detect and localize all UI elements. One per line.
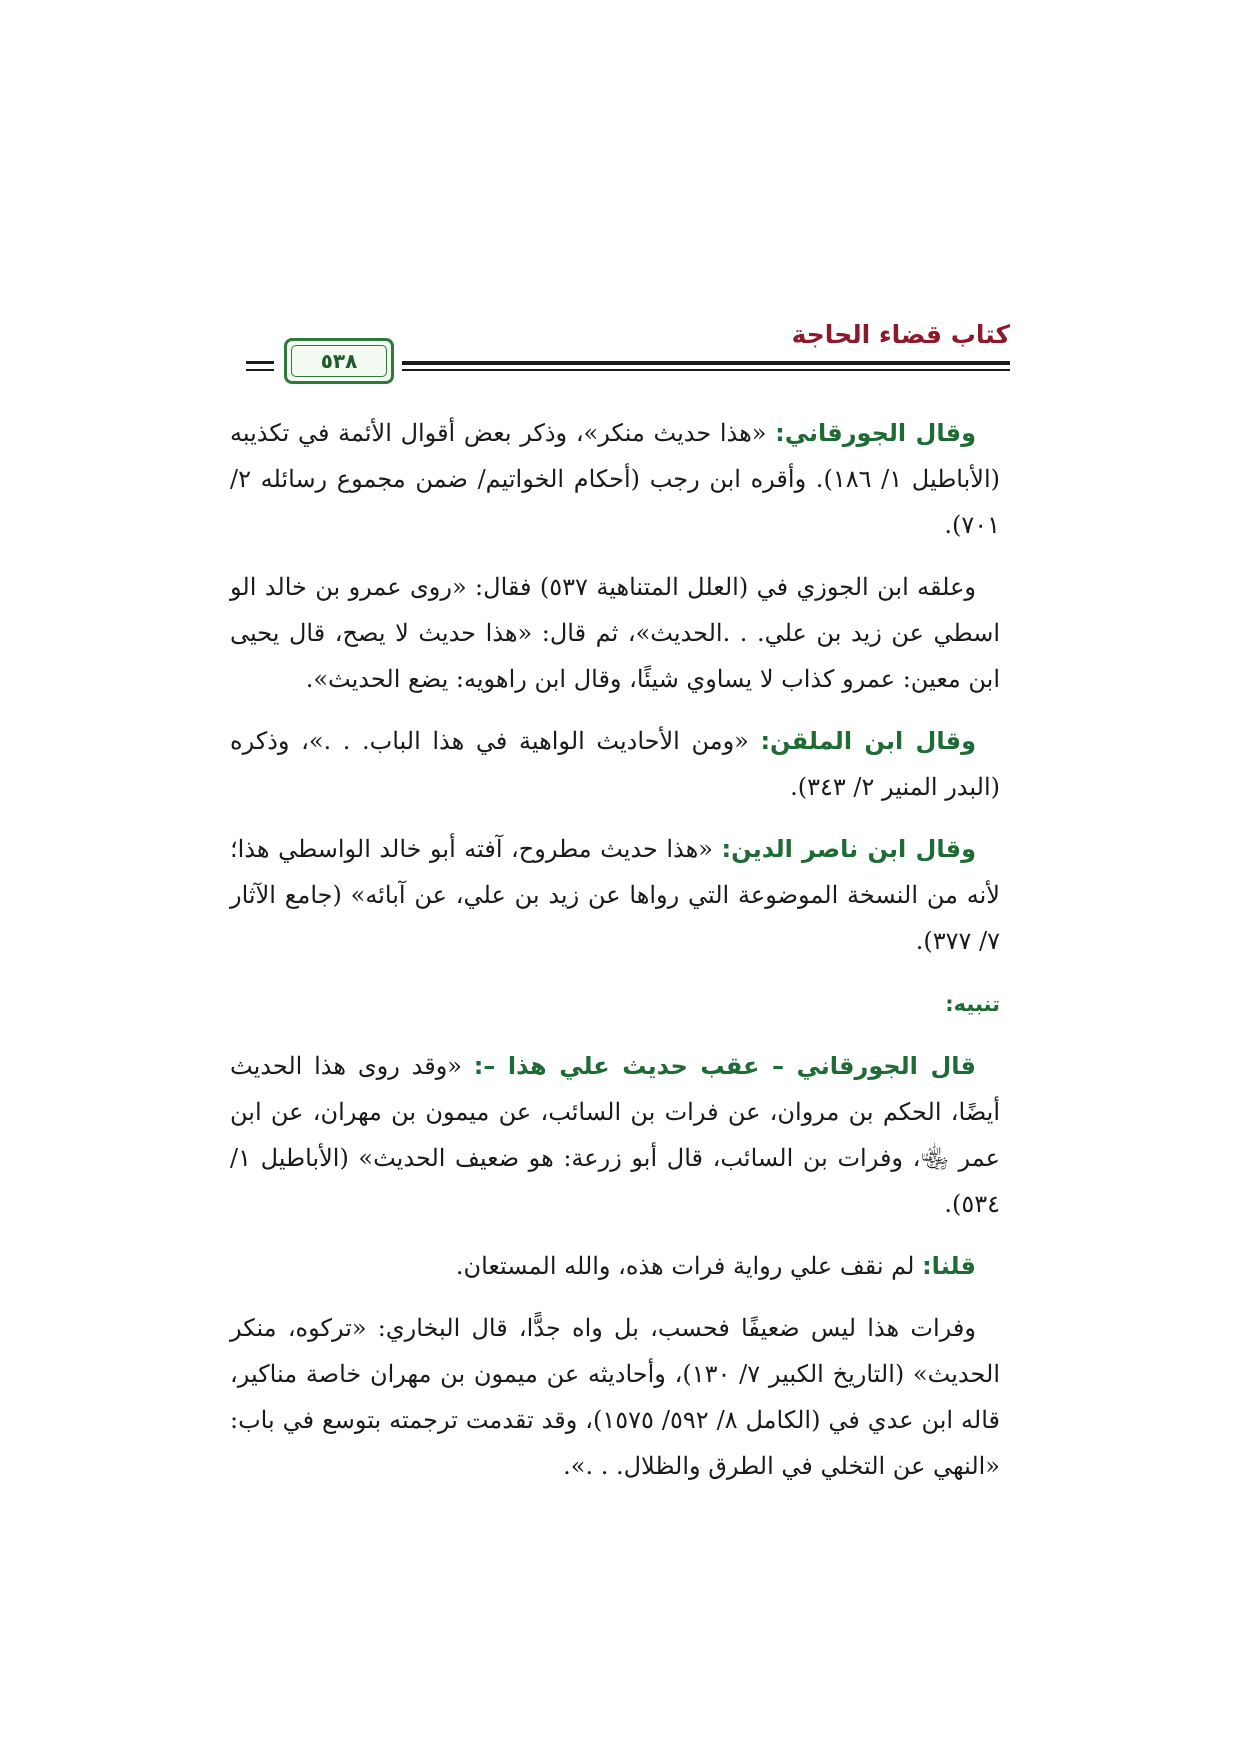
paragraph-text: «وقد روى هذا الحديث أيضًا، الحكم بن مروان، عن فرات بن السائب، عن ميمون بن مهران، عن ابن عمر ﵄، وفرات بن السائب، قال أبو زرعة: هو ضعيف الحديث» (الأباطيل ١/ ٥٣٤). xyxy=(230,1052,1001,1218)
paragraph-label: وقال ابن الملقن: xyxy=(760,727,977,755)
paragraph-text: «هذا حديث مطروح، آفته أبو خالد الواسطي هذا؛ لأنه من النسخة الموضوعة التي رواها عن زيد بن علي، عن آبائه» (جامع الآثار ٧/ ٣٧٧). xyxy=(230,835,1000,955)
paragraph-text: «هذا حديث منكر»، وذكر بعض أقوال الأئمة في تكذيبه (الأباطيل ١/ ١٨٦). وأقره ابن رجب (أحكام الخواتيم/ ضمن مجموع رسائله ٢/ ٧٠١). xyxy=(230,419,1001,539)
paragraph-label: وقال ابن ناصر الدين: xyxy=(721,835,976,863)
paragraph-text: وفرات هذا ليس ضعيفًا فحسب، بل واه جدًّا، قال البخاري: «تركوه، منكر الحديث» (التاريخ الكبير ٧/ ١٣٠)، وأحاديثه عن ميمون بن مهران خاصة مناكير، قاله ابن عدي في (الكامل ٨/ ٥٩٢/ ١٥٧٥)، وقد تقدمت ترجمته بتوسع في باب: «النهي عن التخلي في الطرق والظلال. . .». xyxy=(230,1314,1001,1480)
page-body xyxy=(230,410,1000,1505)
section-heading: تنبيه: xyxy=(945,992,1000,1016)
book-title: كتاب قضاء الحاجة xyxy=(791,320,1010,349)
paragraph-label: وقال الجورقاني: xyxy=(775,419,977,447)
paragraph-label: قلنا: xyxy=(922,1252,976,1280)
paragraph-jurqani xyxy=(230,410,1000,548)
paragraph-jurqani-note xyxy=(230,1043,1000,1227)
paragraph-text: وعلقه ابن الجوزي في (العلل المتناهية ٥٣٧) فقال: «روى عمرو بن خالد الو اسطي عن زيد بن علي. . .الحديث»، ثم قال: «هذا حديث لا يصح، قال يحيى ابن معين: عمرو كذاب لا يساوي شيئًا، وقال ابن راهويه: يضع الحديث». xyxy=(230,573,1000,693)
paragraph-label: قال الجورقاني – عقب حديث علي هذا –: xyxy=(473,1052,976,1080)
paragraph-ibn-nasir-aldin xyxy=(230,826,1000,964)
tanbih-heading xyxy=(230,980,1000,1027)
header-rule-thin xyxy=(402,369,1010,371)
page-header xyxy=(246,316,1010,388)
header-rule-left-thick xyxy=(246,361,274,364)
paragraph-text: «ومن الأحاديث الواهية في هذا الباب. . .»، وذكره (البدر المنير ٢/ ٣٤٣). xyxy=(230,727,1000,801)
header-rule-thick xyxy=(402,361,1010,365)
paragraph-ibn-almulaqqin xyxy=(230,718,1000,810)
paragraph-furat xyxy=(230,1305,1000,1489)
page-number: ٥٣٨ xyxy=(320,349,358,373)
paragraph-qulna xyxy=(230,1243,1000,1289)
paragraph-ibn-aljawzi xyxy=(230,564,1000,702)
paragraph-text: لم نقف علي رواية فرات هذه، والله المستعان. xyxy=(455,1252,923,1280)
header-rule-left-thin xyxy=(246,369,274,371)
page-number-box xyxy=(284,338,394,384)
